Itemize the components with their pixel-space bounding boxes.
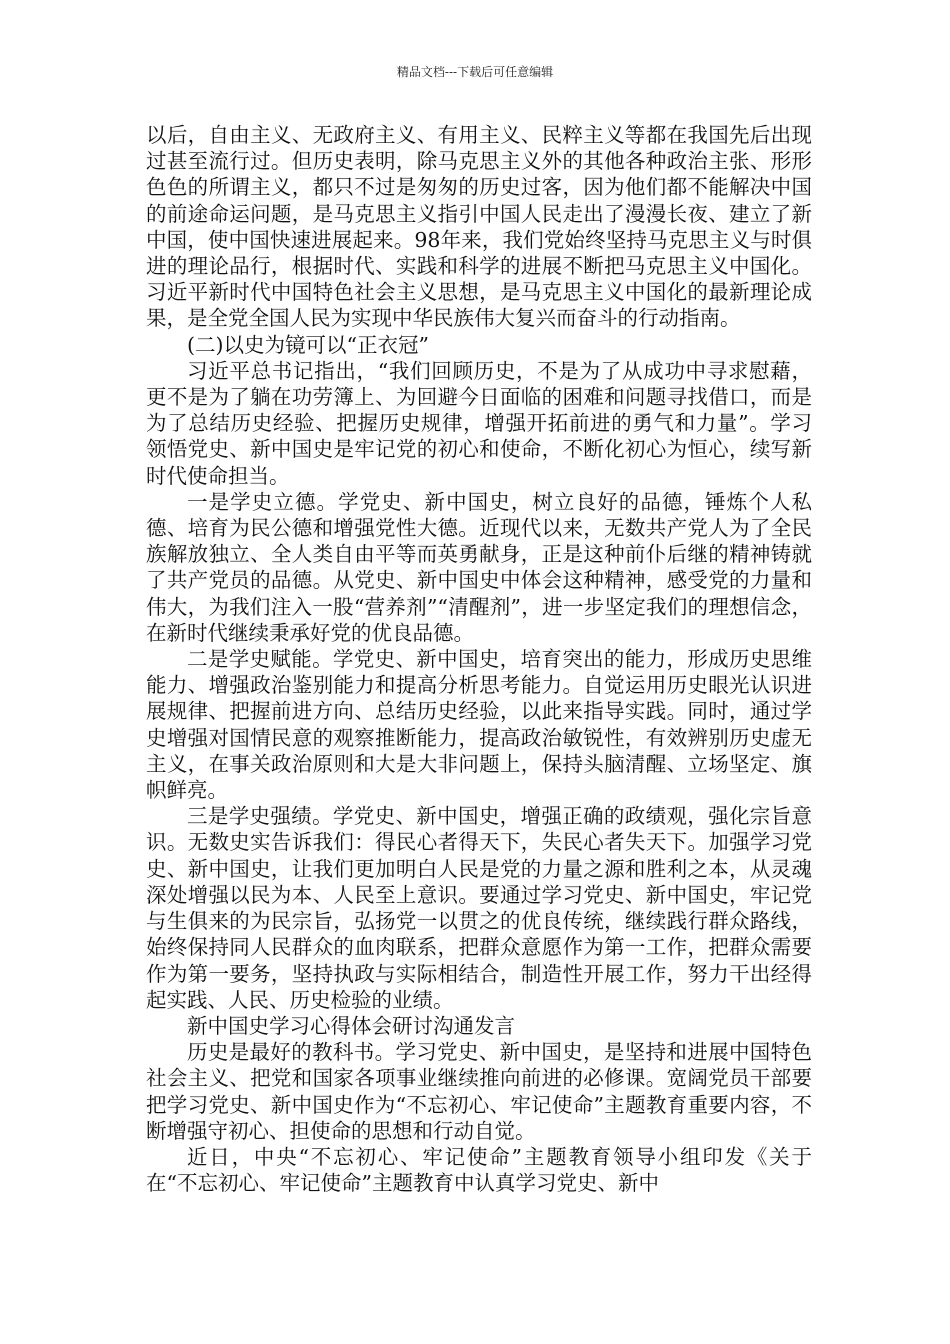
document-body [146,122,812,1196]
paragraph: 近日，中央“不忘初心、牢记使命”主题教育领导小组印发《关于在“不忘初心、牢记使命”主题教育中认真学习党史、新中 [146,1144,812,1196]
section-heading: (二)以史为镜可以“正衣冠” [187,332,429,357]
paragraph: 二是学史赋能。学党史、新中国史，培育突出的能力，形成历史思维能力、增强政治鉴别能力和提高分析思考能力。自觉运用历史眼光认识进展规律、把握前进方向、总结历史经验，以此来指导实践。同时，通过学史增强对国情民意的观察推断能力，提高政治敏锐性，有效辨别历史虚无主义，在事关政治原则和大是大非问题上，保持头脑清醒、立场坚定、旗帜鲜亮。 [146,647,812,803]
paragraph: 习近平总书记指出，“我们回顾历史，不是为了从成功中寻求慰藉，更不是为了躺在功劳簿上、为回避今日面临的困难和问题寻找借口，而是为了总结历史经验、把握历史规律，增强开拓前进的勇气和力量”。学习领悟党史、新中国史是牢记党的初心和使命，不断化初心为恒心，续写新时代使命担当。 [146,358,812,488]
paragraph: 历史是最好的教科书。学习党史、新中国史，是坚持和进展中国特色社会主义、把党和国家各项事业继续推向前进的必修课。宽阔党员干部要把学习党史、新中国史作为“不忘初心、牢记使命”主题教育重要内容，不断增强守初心、担使命的思想和行动自觉。 [146,1040,812,1143]
paragraph: 三是学史强绩。学党史、新中国史，增强正确的政绩观，强化宗旨意识。无数史实告诉我们：得民心者得天下，失民心者失天下。加强学习党史、新中国史，让我们更加明白人民是党的力量之源和胜利之本，从灵魂深处增强以民为本、人民至上意识。要通过学习党史、新中国史，牢记党与生俱来的为民宗旨，弘扬党一以贯之的优良传统，继续践行群众路线，始终保持同人民群众的血肉联系，把群众意愿作为第一工作，把群众需要作为第一要务，坚持执政与实际相结合，制造性开展工作，努力干出经得起实践、人民、历史检验的业绩。 [146,804,812,1012]
article-title: 新中国史学习心得体会研讨沟通发言 [187,1013,515,1038]
paragraph: 一是学史立德。学党史、新中国史，树立良好的品德，锤炼个人私德、培育为民公德和增强党性大德。近现代以来，无数共产党人为了全民族解放独立、全人类自由平等而英勇献身，正是这种前仆后继的精神铸就了共产党员的品德。从党史、新中国史中体会这种精神，感受党的力量和伟大，为我们注入一股“营养剂”“清醒剂”，进一步坚定我们的理想信念，在新时代继续秉承好党的优良品德。 [146,489,812,645]
page-header: 精品文档---下载后可任意编辑 [396,65,554,79]
paragraph-continuation: 以后，自由主义、无政府主义、有用主义、民粹主义等都在我国先后出现过甚至流行过。但历史表明，除马克思主义外的其他各种政治主张、形形色色的所谓主义，都只不过是匆匆的历史过客，因为他们都不能解决中国的前途命运问题，是马克思主义指引中国人民走出了漫漫长夜、建立了新中国，使中国快速进展起来。98年来，我们党始终坚持马克思主义与时俱进的理论品行，根据时代、实践和科学的进展不断把马克思主义中国化。习近平新时代中国特色社会主义思想，是马克思主义中国化的最新理论成果，是全党全国人民为实现中华民族伟大复兴而奋斗的行动指南。 [146,123,812,331]
